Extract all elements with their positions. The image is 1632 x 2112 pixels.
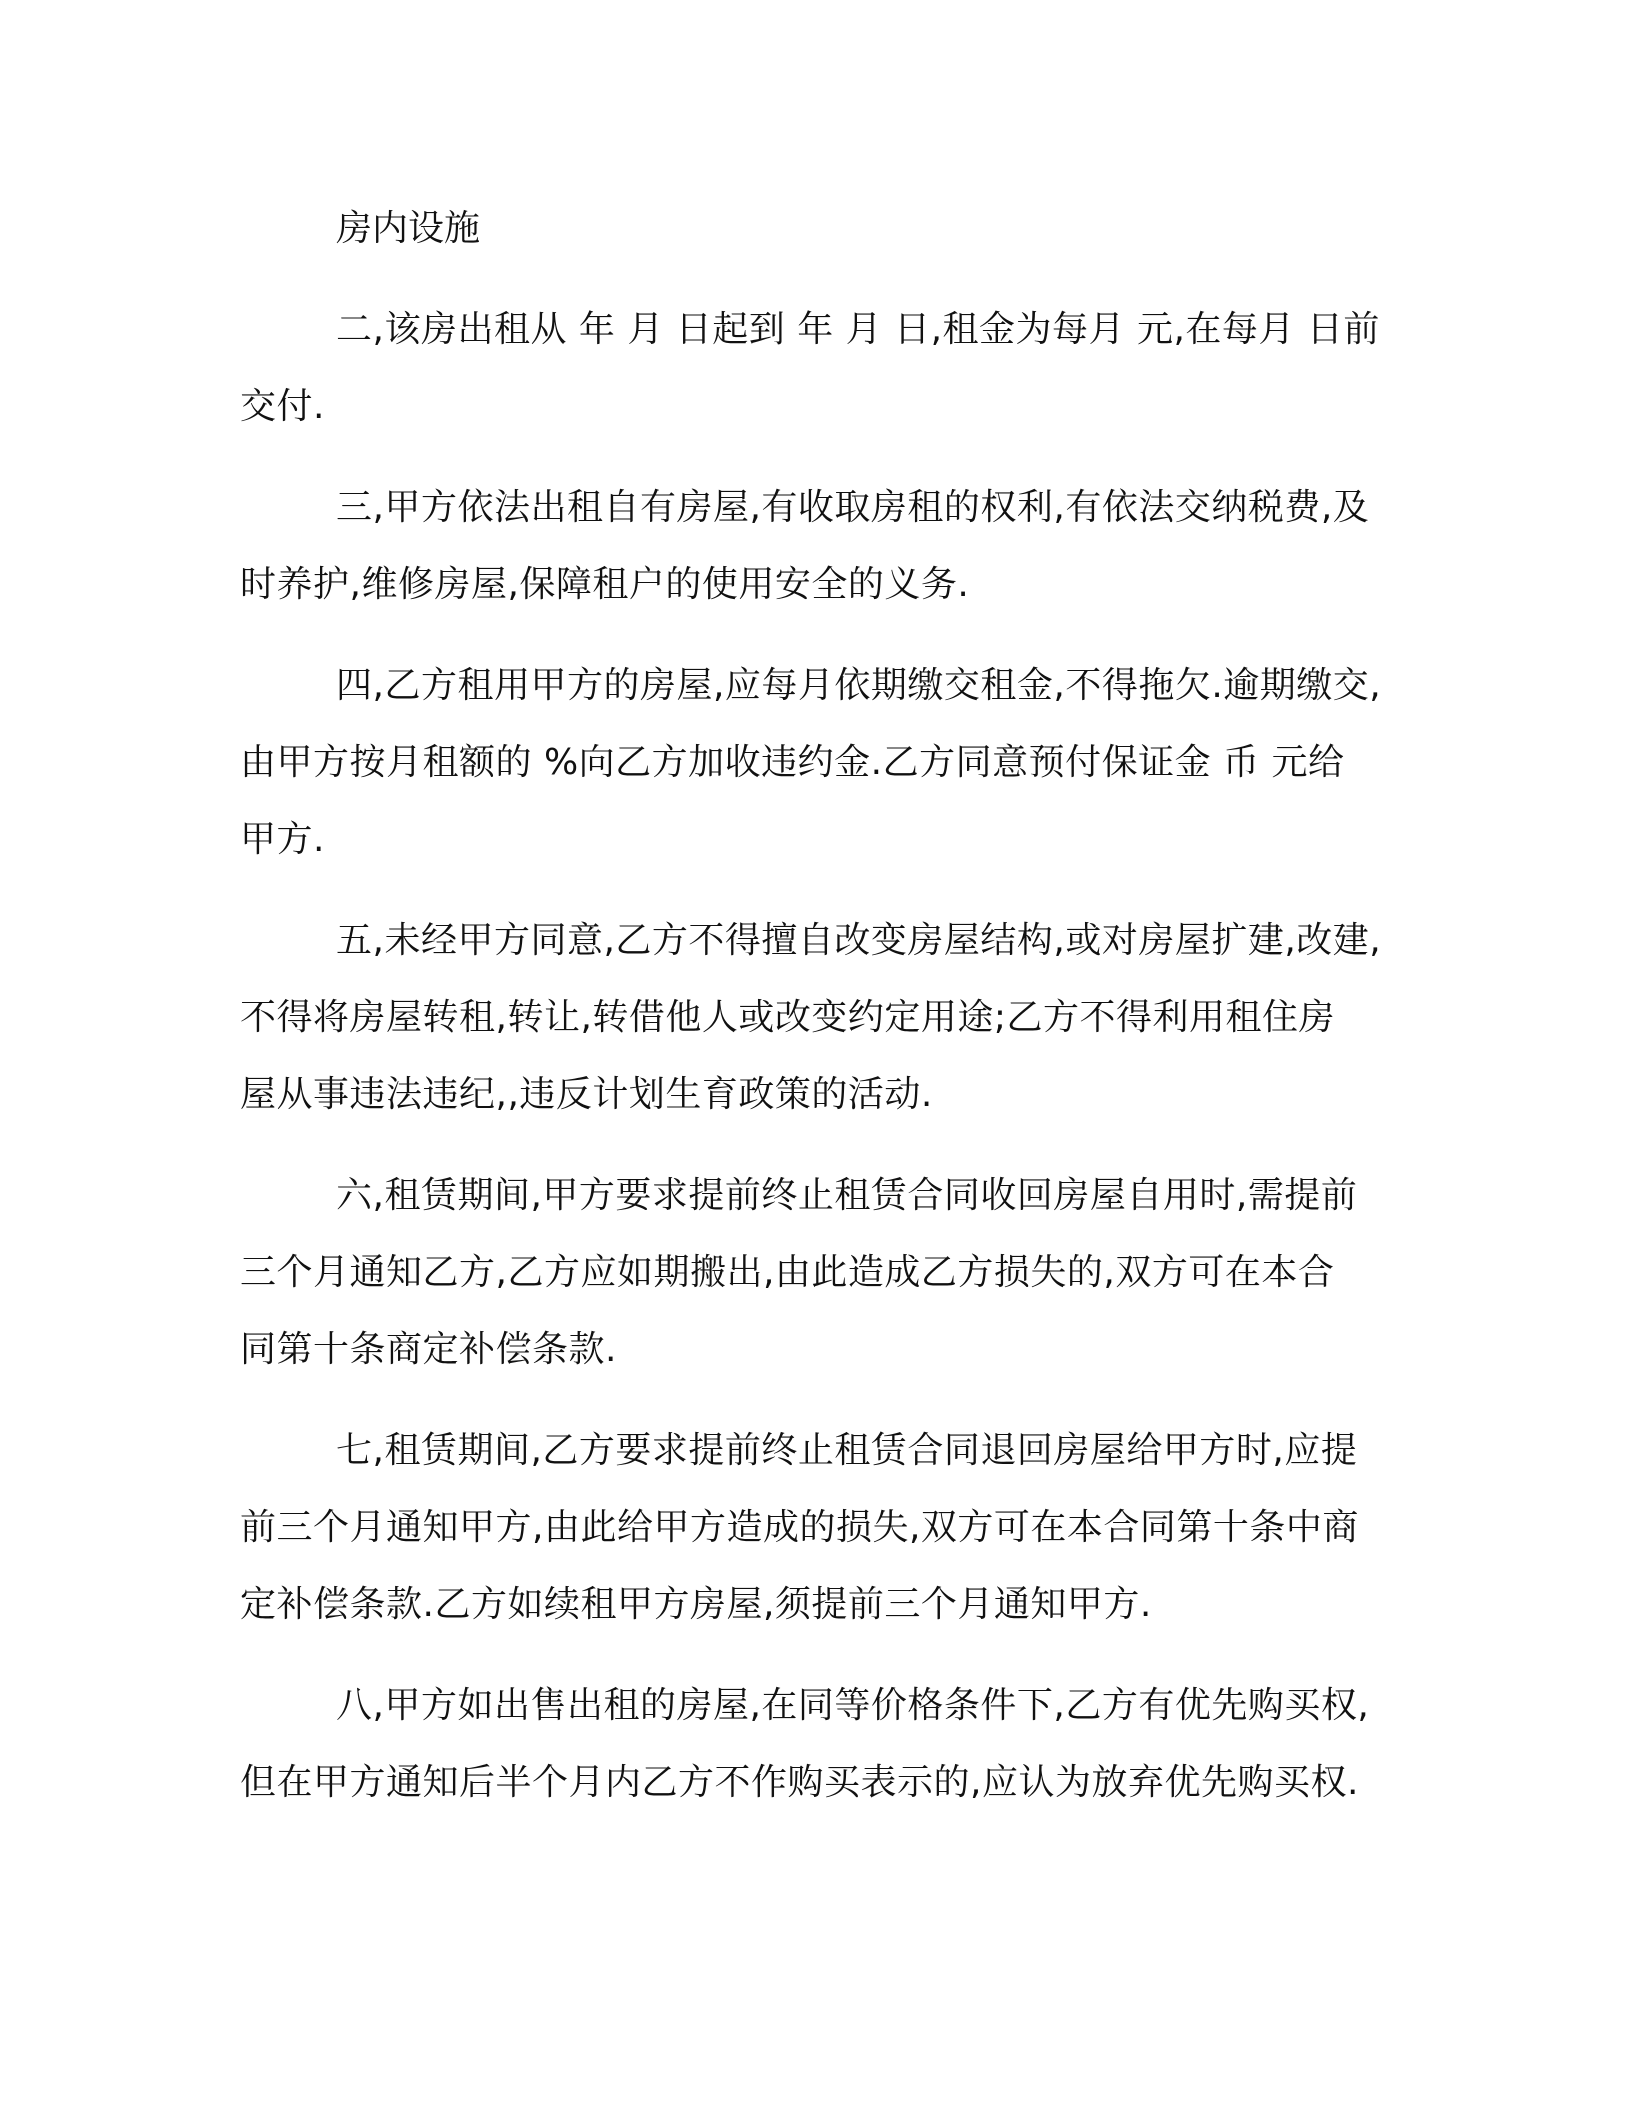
clause-line: 由甲方按月租额的 %向乙方加收违约金.乙方同意预付保证金 币 元给 — [240, 742, 1345, 783]
clause-line: 八,甲方如出售出租的房屋,在同等价格条件下,乙方有优先购买权, — [336, 1685, 1370, 1726]
section-heading: 房内设施 — [336, 208, 481, 249]
clause-line: 屋从事违法违纪,,违反计划生育政策的活动. — [240, 1074, 933, 1115]
clause-line: 五,未经甲方同意,乙方不得擅自改变房屋结构,或对房屋扩建,改建, — [336, 920, 1382, 961]
document-body — [240, 190, 1400, 1845]
clause-4 — [240, 647, 1400, 878]
clause-line: 六,租赁期间,甲方要求提前终止租赁合同收回房屋自用时,需提前 — [336, 1175, 1358, 1216]
clause-line: 甲方. — [240, 819, 325, 860]
clause-line: 定补偿条款.乙方如续租甲方房屋,须提前三个月通知甲方. — [240, 1584, 1152, 1625]
clause-line: 前三个月通知甲方,由此给甲方造成的损失,双方可在本合同第十条中商 — [240, 1507, 1359, 1548]
clause-line: 二,该房出租从 年 月 日起到 年 月 日,租金为每月 元,在每月 日前 — [336, 309, 1380, 350]
clause-2 — [240, 291, 1400, 445]
clause-line: 交付. — [240, 386, 325, 427]
clause-line: 但在甲方通知后半个月内乙方不作购买表示的,应认为放弃优先购买权. — [240, 1762, 1359, 1803]
clause-line: 七,租赁期间,乙方要求提前终止租赁合同退回房屋给甲方时,应提 — [336, 1430, 1358, 1471]
clause-line: 同第十条商定补偿条款. — [240, 1329, 617, 1370]
clause-8 — [240, 1667, 1400, 1821]
clause-line: 时养护,维修房屋,保障租户的使用安全的义务. — [240, 564, 970, 605]
clause-6 — [240, 1157, 1400, 1388]
clause-7 — [240, 1412, 1400, 1643]
clause-3 — [240, 469, 1400, 623]
clause-line: 四,乙方租用甲方的房屋,应每月依期缴交租金,不得拖欠.逾期缴交, — [336, 665, 1382, 706]
clause-line: 三个月通知乙方,乙方应如期搬出,由此造成乙方损失的,双方可在本合 — [240, 1252, 1335, 1293]
clause-line: 三,甲方依法出租自有房屋,有收取房租的权利,有依法交纳税费,及 — [336, 487, 1370, 528]
clause-5 — [240, 902, 1400, 1133]
clause-line: 不得将房屋转租,转让,转借他人或改变约定用途;乙方不得利用租住房 — [240, 997, 1336, 1038]
